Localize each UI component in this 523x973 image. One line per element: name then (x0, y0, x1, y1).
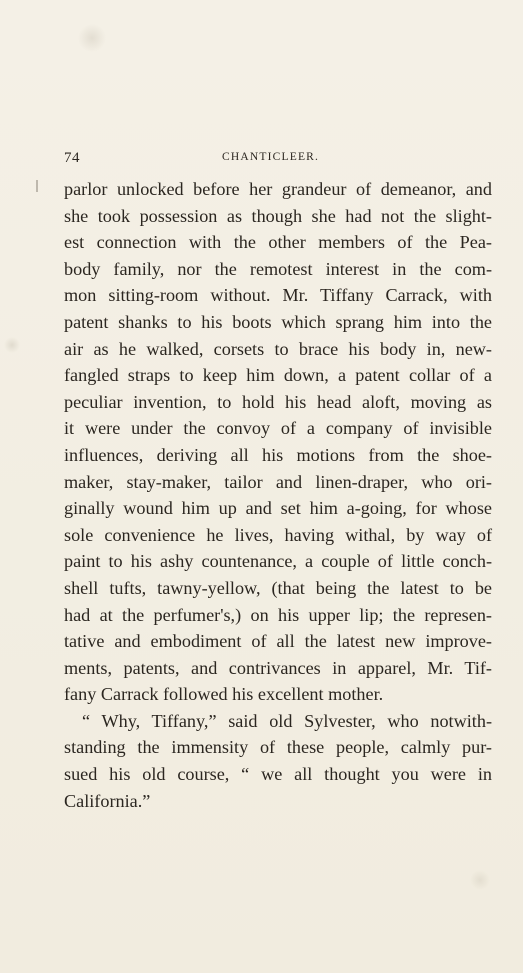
text-line: peculiar invention, to hold his head aloft, moving as (64, 391, 492, 412)
text-line: maker, stay-maker, tailor and linen-draper, who ori- (64, 471, 492, 492)
running-title: CHANTICLEER. (222, 151, 320, 163)
text-line: shell tufts, tawny-yellow, (that being the latest to be (64, 577, 492, 598)
text-line: mon sitting-room without. Mr. Tiffany Carrack, with (64, 285, 492, 306)
text-line: paint to his ashy countenance, a couple of little conch- (64, 551, 492, 572)
body-text (64, 176, 492, 814)
text-line: est connection with the other members of the Pea- (64, 232, 492, 253)
text-line: standing the immensity of these people, calmly pur- (64, 737, 492, 758)
text-line: influences, deriving all his motions from the shoe- (64, 444, 492, 465)
text-line: air as he walked, corsets to brace his body in, new- (64, 338, 492, 359)
margin-mark (36, 180, 38, 192)
running-head (64, 150, 488, 170)
text-line: “ Why, Tiffany,” said old Sylvester, who notwith- (82, 710, 492, 731)
text-line: patent shanks to his boots which sprang him into the (64, 311, 492, 332)
text-line: body family, nor the remotest interest in the com- (64, 258, 492, 279)
text-line: parlor unlocked before her grandeur of demeanor, and (64, 179, 492, 199)
text-line: it were under the convoy of a company of invisible (64, 418, 492, 439)
text-line: she took possession as though she had not the slight- (64, 205, 492, 226)
text-line: fany Carrack followed his excellent mother. (64, 684, 384, 705)
text-line: fangled straps to keep him down, a patent collar of a (64, 365, 492, 386)
page-number: 74 (64, 150, 80, 166)
text-line: ginally wound him up and set him a-going, for whose (64, 498, 492, 519)
text-line: ments, patents, and contrivances in apparel, Mr. Tif- (64, 657, 492, 678)
text-line: had at the perfumer's,) on his upper lip; the represen- (64, 604, 492, 625)
text-line: tative and embodiment of all the latest new improve- (64, 631, 492, 652)
text-line: sued his old course, “ we all thought you were in (64, 764, 492, 785)
text-line: sole convenience he lives, having withal, by way of (64, 524, 492, 545)
text-line: California.” (64, 790, 151, 811)
